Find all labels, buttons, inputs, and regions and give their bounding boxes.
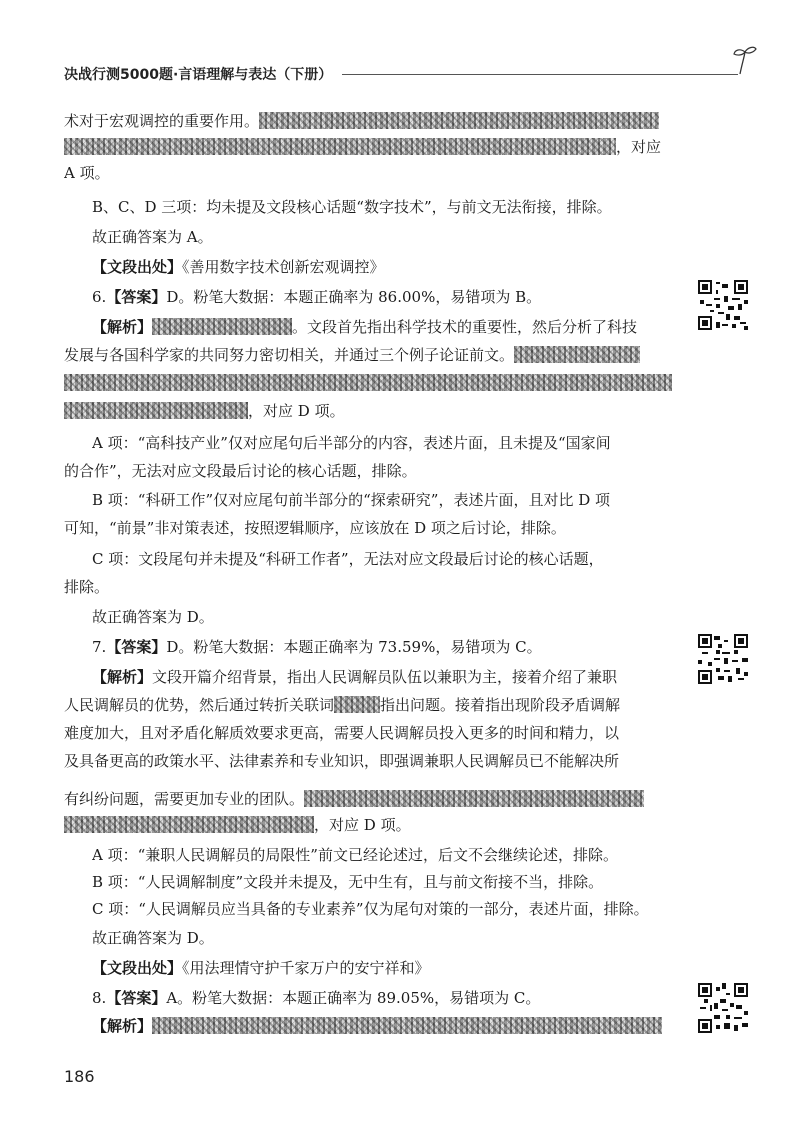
analysis-line [92, 314, 676, 340]
source-line [92, 254, 676, 280]
text-segment: 难度加大，且对矛盾化解质效要求更高，需要人民调解员投入更多的时间和精力，以 [64, 724, 620, 742]
source-line [92, 955, 676, 981]
qr-code-icon[interactable] [698, 983, 748, 1033]
text-segment: 故正确答案为 D。 [92, 608, 214, 626]
text-line [64, 398, 676, 424]
qr-code-icon[interactable] [698, 634, 748, 684]
text-segment: 可知，“前景”非对策表述，按照逻辑顺序，应该放在 D 项之后讨论，排除。 [64, 519, 566, 537]
question-number: 6. [92, 288, 107, 306]
text-segment: A。粉笔大数据：本题正确率为 89.05%，易错项为 C。 [166, 989, 541, 1007]
text-line [64, 786, 676, 812]
text-line [92, 925, 676, 951]
text-segment: 的合作”，无法对应文段最后讨论的核心话题，排除。 [64, 462, 417, 480]
blurred-text [259, 112, 659, 129]
blurred-text [514, 346, 640, 363]
blurred-text [64, 402, 248, 419]
text-segment: D。粉笔大数据：本题正确率为 73.59%，易错项为 C。 [166, 638, 542, 656]
label-tag: 【答案】 [106, 638, 167, 656]
blurred-text [304, 790, 644, 807]
text-segment: ，对应 [616, 138, 662, 156]
text-segment: B 项：“人民调解制度”文段并未提及，无中生有，且与前文衔接不当，排除。 [92, 873, 604, 891]
text-line [64, 160, 676, 186]
blurred-text [152, 318, 292, 335]
analysis-line [92, 664, 676, 690]
text-segment: 故正确答案为 A。 [92, 228, 213, 246]
text-line [64, 812, 676, 838]
text-segment: B 项：“科研工作”仅对应尾句前半部分的“探索研究”，表述片面，且对比 D 项 [92, 491, 611, 509]
text-segment: B、C、D 三项：均未提及文段核心话题“数字技术”，与前文无法衔接，排除。 [92, 198, 612, 216]
label-tag: 【答案】 [106, 989, 167, 1007]
text-line [92, 896, 676, 922]
text-line [92, 224, 676, 250]
text-segment: 《用法理情守护千家万户的安宁祥和》 [182, 959, 430, 977]
book-title: 决战行测5000题·言语理解与表达（下册） [64, 67, 333, 83]
blurred-text [64, 816, 314, 833]
label-tag: 【解析】 [92, 318, 153, 336]
header-rule [342, 74, 738, 75]
label-tag: 【解析】 [92, 668, 153, 686]
text-segment: 排除。 [64, 578, 110, 596]
answer-line [92, 634, 676, 660]
label-tag: 【文段出处】 [92, 959, 183, 977]
text-line [92, 430, 676, 456]
text-segment: A 项。 [64, 164, 110, 182]
text-line [64, 720, 676, 746]
answer-line [92, 284, 676, 310]
text-line [92, 842, 676, 868]
running-header [64, 62, 754, 86]
text-segment: 发展与各国科学家的共同努力密切相关，并通过三个例子论证前文。 [64, 346, 515, 364]
text-segment: 《善用数字技术创新宏观调控》 [182, 258, 385, 276]
label-tag: 【解析】 [92, 1017, 153, 1035]
text-segment: A 项：“高科技产业”仅对应尾句后半部分的内容，表述片面，且未提及“国家间 [92, 434, 611, 452]
text-line [64, 574, 676, 600]
text-segment: 术对于宏观调控的重要作用。 [64, 112, 260, 130]
text-line [64, 515, 676, 541]
text-line [64, 342, 676, 368]
text-segment: C 项：文段尾句并未提及“科研工作者”，无法对应文段最后讨论的核心话题， [92, 550, 604, 568]
label-tag: 【文段出处】 [92, 258, 183, 276]
text-segment: C 项：“人民调解员应当具备的专业素养”仅为尾句对策的一部分，表述片面，排除。 [92, 900, 649, 918]
text-segment: 故正确答案为 D。 [92, 929, 214, 947]
text-segment: D。粉笔大数据：本题正确率为 86.00%，易错项为 B。 [166, 288, 542, 306]
text-segment: 及具备更高的政策水平、法律素养和专业知识，即强调兼职人民调解员已不能解决所 [64, 752, 620, 770]
text-line [92, 487, 676, 513]
blurred-text [152, 1017, 662, 1034]
text-line [92, 194, 676, 220]
answer-line [92, 985, 676, 1011]
sprout-icon [732, 44, 758, 78]
text-line [92, 869, 676, 895]
text-segment: 指出问题。接着指出现阶段矛盾调解 [380, 696, 621, 714]
analysis-line [92, 1013, 676, 1039]
text-line [64, 370, 676, 396]
text-line [92, 604, 676, 630]
text-line [64, 134, 676, 160]
text-segment: ，对应 D 项。 [314, 816, 411, 834]
text-segment: 。文段首先指出科学技术的重要性，然后分析了科技 [292, 318, 638, 336]
text-segment: ，对应 D 项。 [248, 402, 345, 420]
text-segment: 有纠纷问题，需要更加专业的团队。 [64, 790, 305, 808]
text-line [64, 458, 676, 484]
qr-code-icon[interactable] [698, 280, 748, 330]
label-tag: 【答案】 [106, 288, 167, 306]
text-line [92, 546, 676, 572]
blurred-text [334, 696, 380, 713]
text-line [64, 692, 676, 718]
page-number: 186 [64, 1067, 95, 1086]
blurred-text [64, 138, 616, 155]
blurred-text [64, 374, 672, 391]
question-number: 7. [92, 638, 107, 656]
text-segment: 文段开篇介绍背景，指出人民调解员队伍以兼职为主，接着介绍了兼职 [152, 668, 618, 686]
text-segment: 人民调解员的优势，然后通过转折关联词 [64, 696, 335, 714]
text-segment: A 项：“兼职人民调解员的局限性”前文已经论述过，后文不会继续论述，排除。 [92, 846, 618, 864]
text-line [64, 748, 676, 774]
text-line [64, 108, 676, 134]
question-number: 8. [92, 989, 107, 1007]
